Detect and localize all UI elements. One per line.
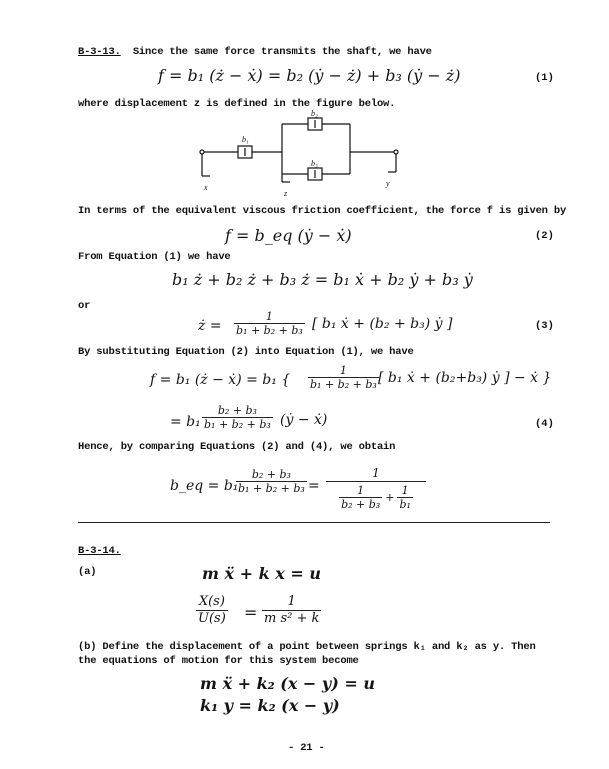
label-b1: b₁ — [242, 135, 249, 144]
beq-sub-frac-1 — [339, 484, 382, 511]
hence-text: Hence, by comparing Equations (2) and (4), we obtain — [78, 441, 396, 453]
part-b-line-2: the equations of motion for this system become — [78, 655, 359, 667]
intro-text: Since the same force transmits the shaft, we have — [132, 46, 432, 58]
section-divider — [78, 522, 550, 523]
equation-3-fraction — [234, 310, 305, 337]
frac-den: m s² + k — [264, 611, 320, 626]
terms-text: In terms of the equivalent viscous friction coefficient, the force f is given by — [78, 205, 567, 217]
equation-4a-rhs: [ b₁ ẋ + (b₂+b₃) ẏ ] − ẋ } — [378, 370, 552, 386]
equation-b-2: k₁ y = k₂ (x − y) — [200, 696, 340, 715]
beq-sub-frac-2 — [397, 484, 412, 511]
equation-b-1: m ẍ + k₂ (x − y) = u — [200, 674, 375, 693]
frac-den: U(s) — [198, 611, 226, 626]
label-y: y — [386, 179, 390, 188]
frac-den: b₁ — [399, 498, 411, 511]
equation-4b-rhs: (ẏ − ẋ) — [280, 412, 328, 428]
equation-a: m ẍ + k x = u — [202, 564, 321, 583]
y-node — [394, 150, 398, 154]
frac-num: 1 — [397, 484, 412, 498]
where-text: where displacement z is defined in the figure below. — [78, 98, 396, 110]
dashpot-diagram — [190, 109, 420, 204]
part-b-line-1: (b) Define the displacement of a point between springs k₁ and k₂ as y. Then — [78, 641, 536, 653]
x-node — [200, 150, 204, 154]
plus-sign: + — [385, 491, 395, 504]
label-b2: b₂ — [311, 109, 318, 118]
equation-3-lhs: ż = — [198, 318, 222, 334]
beq-lhs: b_eq = b₁ — [170, 478, 239, 494]
equation-2-number: (2) — [535, 230, 554, 242]
equation-2: f = b_eq (ẏ − ẋ) — [225, 226, 352, 245]
equation-4a-lhs: f = b₁ (ż − ẋ) = b₁ { — [150, 372, 291, 388]
substitute-text: By substituting Equation (2) into Equation (1), we have — [78, 346, 414, 358]
equation-4a-fraction — [308, 364, 379, 391]
equation-3-rhs: [ b₁ ẋ + (b₂ + b₃) ẏ ] — [312, 316, 453, 332]
equation-1-number: (1) — [535, 72, 554, 84]
beq-equals: = — [308, 478, 320, 494]
equation-4b-fraction — [202, 404, 273, 431]
frac-den: b₁ + b₂ + b₃ — [238, 482, 305, 495]
part-a-label: (a) — [78, 566, 97, 578]
or-text: or — [78, 300, 91, 312]
frac-num: 1 — [262, 594, 321, 611]
problem-label-b-3-14: B-3-14. — [78, 545, 121, 557]
transfer-function-rhs — [262, 594, 321, 627]
problem-label: B-3-13. — [78, 46, 121, 58]
label-z: z — [284, 189, 288, 198]
from-text: From Equation (1) we have — [78, 251, 231, 263]
problem-heading-b-3-13 — [78, 46, 432, 58]
frac-num: 1 — [234, 310, 305, 324]
frac-num: 1 — [339, 484, 382, 498]
frac-num: b₂ + b₃ — [236, 468, 307, 482]
equation-4b-lhs: = b₁ — [170, 414, 201, 430]
frac-den: b₁ + b₂ + b₃ — [204, 418, 271, 431]
beq-fraction — [236, 468, 307, 495]
frac-num: 1 — [308, 364, 379, 378]
transfer-function-lhs — [196, 594, 228, 627]
frac-num: X(s) — [196, 594, 228, 611]
page-number: - 21 - — [288, 742, 325, 754]
equation-1: f = b₁ (ż − ẋ) = b₂ (ẏ − ż) + b₃ (ẏ − ż) — [158, 66, 461, 85]
equation-4-number: (4) — [535, 418, 554, 430]
frac-num: b₂ + b₃ — [202, 404, 273, 418]
frac-den: b₁ + b₂ + b₃ — [236, 324, 303, 337]
beq-compound-fraction — [326, 466, 426, 511]
equation-3-number: (3) — [535, 320, 554, 332]
equation-from-1: b₁ ż + b₂ ż + b₃ ż = b₁ ẋ + b₂ ẏ + b₃ ẏ — [172, 270, 473, 289]
transfer-function-equals: = — [244, 603, 258, 622]
frac-den: b₁ + b₂ + b₃ — [310, 378, 377, 391]
label-x: x — [204, 183, 208, 192]
label-b3: b₃ — [311, 159, 318, 168]
beq-big-num: 1 — [326, 466, 426, 482]
frac-den: b₂ + b₃ — [341, 498, 381, 511]
